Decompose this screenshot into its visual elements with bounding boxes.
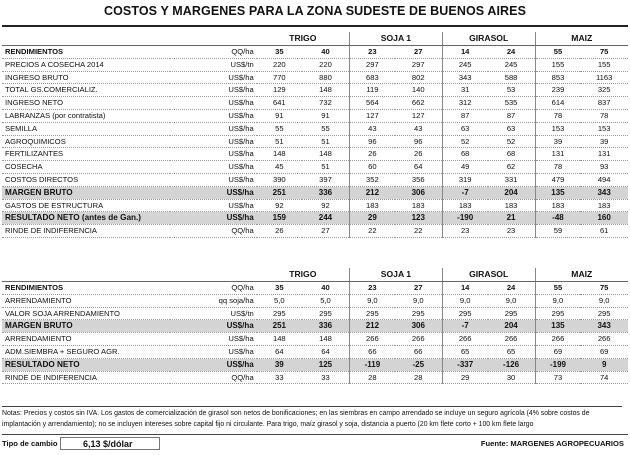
value-cell: 49: [442, 161, 487, 174]
value-cell: 131: [580, 148, 628, 161]
section-header-row: [2, 32, 628, 46]
value-cell: 148: [257, 333, 302, 346]
row-unit: US$/tn: [170, 58, 257, 71]
value-cell: 9,0: [442, 294, 487, 307]
value-cell: 204: [488, 186, 536, 199]
value-cell: 494: [580, 173, 628, 186]
table-row: [2, 148, 628, 161]
value-cell: 662: [395, 97, 443, 110]
row-label: MARGEN BRUTO: [2, 186, 170, 199]
value-cell: 295: [580, 307, 628, 320]
value-cell: 92: [302, 199, 350, 212]
value-cell: 68: [488, 148, 536, 161]
value-cell: 297: [395, 58, 443, 71]
crop-header-soja: SOJA 1: [349, 268, 442, 282]
table-row: [2, 84, 628, 97]
row-unit: US$/ha: [170, 84, 257, 97]
table-row: [2, 186, 628, 199]
value-cell: 43: [349, 122, 394, 135]
value-cell: 266: [535, 333, 580, 346]
row-label: VALOR SOJA ARRENDAMIENTO: [2, 307, 170, 320]
row-label: GASTOS DE ESTRUCTURA: [2, 199, 170, 212]
row-label: COSTOS DIRECTOS: [2, 173, 170, 186]
value-cell: 683: [349, 71, 394, 84]
table-campo-arrendado: [2, 268, 628, 384]
value-cell: 74: [580, 371, 628, 384]
value-cell: 65: [488, 345, 536, 358]
row-unit: US$/ha: [170, 333, 257, 346]
value-cell: 479: [535, 173, 580, 186]
value-cell: 51: [302, 161, 350, 174]
value-cell: -7: [442, 186, 487, 199]
value-cell: 837: [580, 97, 628, 110]
row-unit: US$/ha: [170, 320, 257, 333]
value-cell: 220: [257, 58, 302, 71]
value-cell: 297: [349, 58, 394, 71]
value-cell: 92: [257, 199, 302, 212]
value-cell: 31: [442, 84, 487, 97]
row-unit: US$/ha: [170, 186, 257, 199]
value-cell: 140: [395, 84, 443, 97]
value-cell: 135: [535, 186, 580, 199]
value-cell: 239: [535, 84, 580, 97]
value-cell: 78: [535, 109, 580, 122]
row-unit: US$/ha: [170, 212, 257, 225]
table-row: [2, 71, 628, 84]
table-row: [2, 358, 628, 371]
value-cell: 343: [580, 320, 628, 333]
value-cell: 159: [257, 212, 302, 225]
value-cell: -48: [535, 212, 580, 225]
row-unit: US$/ha: [170, 109, 257, 122]
value-cell: 732: [302, 97, 350, 110]
crop-header-girasol: GIRASOL: [442, 268, 535, 282]
value-cell: 63: [488, 122, 536, 135]
value-cell: 295: [257, 307, 302, 320]
value-cell: 55: [535, 282, 580, 295]
table-row: [2, 294, 628, 307]
value-cell: 331: [488, 173, 536, 186]
value-cell: 641: [257, 97, 302, 110]
value-cell: 27: [395, 46, 443, 59]
crop-header-trigo: TRIGO: [257, 32, 350, 46]
value-cell: 220: [302, 58, 350, 71]
section-body: [2, 46, 628, 238]
table-row: [2, 371, 628, 384]
value-cell: 60: [349, 161, 394, 174]
value-cell: 319: [442, 173, 487, 186]
value-cell: 119: [349, 84, 394, 97]
section-title: EN CAMPO ARRENDADO: [2, 268, 257, 282]
row-unit: US$/ha: [170, 71, 257, 84]
value-cell: 27: [395, 282, 443, 295]
value-cell: 155: [535, 58, 580, 71]
row-unit: US$/ha: [170, 122, 257, 135]
table-row: [2, 212, 628, 225]
value-cell: 51: [257, 135, 302, 148]
table-row: [2, 122, 628, 135]
value-cell: 39: [580, 135, 628, 148]
crop-header-maiz: MAIZ: [535, 32, 628, 46]
value-cell: 266: [395, 333, 443, 346]
value-cell: 23: [442, 225, 487, 238]
value-cell: 64: [395, 161, 443, 174]
value-cell: 244: [302, 212, 350, 225]
row-label: ADM.SIEMBRA + SEGURO AGR.: [2, 345, 170, 358]
value-cell: 295: [535, 307, 580, 320]
row-unit: US$/ha: [170, 358, 257, 371]
value-cell: 212: [349, 186, 394, 199]
value-cell: 325: [580, 84, 628, 97]
value-cell: 155: [580, 58, 628, 71]
value-cell: 61: [580, 225, 628, 238]
row-unit: QQ/ha: [170, 282, 257, 295]
row-label: FERTILIZANTES: [2, 148, 170, 161]
value-cell: 153: [535, 122, 580, 135]
value-cell: 5,0: [302, 294, 350, 307]
value-cell: 266: [442, 333, 487, 346]
value-cell: 22: [349, 225, 394, 238]
value-cell: 183: [488, 199, 536, 212]
row-label: INGRESO NETO: [2, 97, 170, 110]
value-cell: 33: [257, 371, 302, 384]
value-cell: 14: [442, 46, 487, 59]
value-cell: 312: [442, 97, 487, 110]
section-header-row: [2, 268, 628, 282]
value-cell: 588: [488, 71, 536, 84]
value-cell: 40: [302, 282, 350, 295]
value-cell: 39: [257, 358, 302, 371]
row-unit: US$/ha: [170, 97, 257, 110]
row-label: RENDIMIENTOS: [2, 46, 170, 59]
value-cell: 64: [257, 345, 302, 358]
row-unit: QQ/ha: [170, 225, 257, 238]
value-cell: 35: [257, 282, 302, 295]
value-cell: 52: [488, 135, 536, 148]
value-cell: 35: [257, 46, 302, 59]
value-cell: 69: [580, 345, 628, 358]
value-cell: 45: [257, 161, 302, 174]
value-cell: 9,0: [488, 294, 536, 307]
value-cell: 26: [349, 148, 394, 161]
row-unit: US$/ha: [170, 161, 257, 174]
value-cell: 183: [349, 199, 394, 212]
value-cell: 93: [580, 161, 628, 174]
value-cell: 29: [349, 212, 394, 225]
value-cell: 160: [580, 212, 628, 225]
value-cell: -337: [442, 358, 487, 371]
value-cell: 614: [535, 97, 580, 110]
table-row: [2, 58, 628, 71]
row-unit: QQ/ha: [170, 371, 257, 384]
table-row: [2, 345, 628, 358]
footer-divider: [2, 434, 628, 435]
value-cell: -119: [349, 358, 394, 371]
value-cell: 125: [302, 358, 350, 371]
table-row: [2, 173, 628, 186]
value-cell: 68: [442, 148, 487, 161]
row-label: COSECHA: [2, 161, 170, 174]
value-cell: 66: [349, 345, 394, 358]
value-cell: 135: [535, 320, 580, 333]
exchange-rate-label: Tipo de cambio: [2, 439, 58, 448]
table-row: [2, 307, 628, 320]
row-label: SEMILLA: [2, 122, 170, 135]
source-credit: Fuente: MARGENES AGROPECUARIOS: [480, 439, 624, 448]
value-cell: 33: [302, 371, 350, 384]
value-cell: 306: [395, 186, 443, 199]
value-cell: 23: [349, 46, 394, 59]
value-cell: 9: [580, 358, 628, 371]
table-row: [2, 282, 628, 295]
row-label: TOTAL GS.COMERCIALIZ.: [2, 84, 170, 97]
value-cell: 22: [395, 225, 443, 238]
table-row: [2, 199, 628, 212]
value-cell: 212: [349, 320, 394, 333]
section-body: [2, 282, 628, 384]
value-cell: 55: [302, 122, 350, 135]
value-cell: -190: [442, 212, 487, 225]
value-cell: 28: [395, 371, 443, 384]
value-cell: 251: [257, 320, 302, 333]
value-cell: 9,0: [349, 294, 394, 307]
value-cell: 51: [302, 135, 350, 148]
row-unit: US$/tn: [170, 307, 257, 320]
value-cell: 564: [349, 97, 394, 110]
value-cell: 266: [488, 333, 536, 346]
value-cell: 62: [488, 161, 536, 174]
value-cell: 66: [395, 345, 443, 358]
table-row: [2, 320, 628, 333]
row-unit: QQ/ha: [170, 46, 257, 59]
value-cell: 96: [349, 135, 394, 148]
crop-header-maiz: MAIZ: [535, 268, 628, 282]
value-cell: 87: [442, 109, 487, 122]
table-row: [2, 46, 628, 59]
value-cell: 9,0: [395, 294, 443, 307]
value-cell: 24: [488, 282, 536, 295]
value-cell: 336: [302, 186, 350, 199]
row-label: RINDE DE INDIFERENCIA: [2, 225, 170, 238]
value-cell: 245: [442, 58, 487, 71]
value-cell: 30: [488, 371, 536, 384]
row-label: RENDIMIENTOS: [2, 282, 170, 295]
value-cell: 266: [580, 333, 628, 346]
value-cell: 78: [535, 161, 580, 174]
value-cell: 204: [488, 320, 536, 333]
notes: Notas: Precios y costos sin IVA. Los gastos de comercialización de girasol son netos de bonificaciones; en las siembras en campo arrendado se incluye un seguro agrícola (4% sobre costos de implantación y arrendamiento); no se incluyen intereses sobre capital fijo ni circulante. Para trigo, maíz girasol y soja, distancia a puerto (20 km flete corto + 100 km flete largo: [2, 406, 622, 430]
value-cell: 96: [395, 135, 443, 148]
value-cell: 295: [302, 307, 350, 320]
row-unit: US$/ha: [170, 199, 257, 212]
value-cell: 295: [349, 307, 394, 320]
exchange-rate-value: 6,13 $/dólar: [60, 437, 160, 450]
value-cell: 23: [349, 282, 394, 295]
value-cell: 183: [535, 199, 580, 212]
value-cell: 53: [488, 84, 536, 97]
value-cell: 802: [395, 71, 443, 84]
value-cell: 23: [488, 225, 536, 238]
value-cell: 75: [580, 46, 628, 59]
value-cell: 127: [395, 109, 443, 122]
row-label: RESULTADO NETO (antes de Gan.): [2, 212, 170, 225]
value-cell: -7: [442, 320, 487, 333]
footer: [2, 436, 628, 453]
value-cell: 9,0: [580, 294, 628, 307]
value-cell: 26: [257, 225, 302, 238]
value-cell: 245: [488, 58, 536, 71]
value-cell: 148: [302, 333, 350, 346]
value-cell: 148: [302, 148, 350, 161]
value-cell: 87: [488, 109, 536, 122]
value-cell: 770: [257, 71, 302, 84]
value-cell: 295: [488, 307, 536, 320]
value-cell: 91: [257, 109, 302, 122]
title-divider: [2, 25, 628, 27]
value-cell: 390: [257, 173, 302, 186]
value-cell: 39: [535, 135, 580, 148]
value-cell: 24: [488, 46, 536, 59]
value-cell: 266: [349, 333, 394, 346]
value-cell: 1163: [580, 71, 628, 84]
table-row: [2, 109, 628, 122]
value-cell: 27: [302, 225, 350, 238]
value-cell: -25: [395, 358, 443, 371]
value-cell: 75: [580, 282, 628, 295]
value-cell: 306: [395, 320, 443, 333]
value-cell: 356: [395, 173, 443, 186]
value-cell: 21: [488, 212, 536, 225]
row-label: AGROQUIMICOS: [2, 135, 170, 148]
value-cell: 183: [442, 199, 487, 212]
value-cell: 78: [580, 109, 628, 122]
value-cell: 295: [395, 307, 443, 320]
value-cell: 131: [535, 148, 580, 161]
value-cell: 127: [349, 109, 394, 122]
table-row: [2, 333, 628, 346]
row-unit: US$/ha: [170, 135, 257, 148]
table-row: [2, 225, 628, 238]
value-cell: 26: [395, 148, 443, 161]
value-cell: 183: [395, 199, 443, 212]
value-cell: 28: [349, 371, 394, 384]
value-cell: 352: [349, 173, 394, 186]
value-cell: 148: [257, 148, 302, 161]
row-label: INGRESO BRUTO: [2, 71, 170, 84]
value-cell: 153: [580, 122, 628, 135]
row-label: RINDE DE INDIFERENCIA: [2, 371, 170, 384]
value-cell: 55: [535, 46, 580, 59]
value-cell: 65: [442, 345, 487, 358]
row-label: ARRENDAMIENTO: [2, 294, 170, 307]
value-cell: 52: [442, 135, 487, 148]
value-cell: 29: [442, 371, 487, 384]
value-cell: 91: [302, 109, 350, 122]
crop-header-girasol: GIRASOL: [442, 32, 535, 46]
value-cell: 69: [535, 345, 580, 358]
value-cell: 880: [302, 71, 350, 84]
value-cell: 123: [395, 212, 443, 225]
row-unit: US$/ha: [170, 345, 257, 358]
value-cell: 336: [302, 320, 350, 333]
page-title: COSTOS Y MARGENES PARA LA ZONA SUDESTE DE BUENOS AIRES: [103, 4, 527, 18]
value-cell: 55: [257, 122, 302, 135]
value-cell: 40: [302, 46, 350, 59]
row-unit: US$/ha: [170, 173, 257, 186]
value-cell: 59: [535, 225, 580, 238]
table-row: [2, 135, 628, 148]
row-unit: qq soja/ha: [170, 294, 257, 307]
row-unit: US$/ha: [170, 148, 257, 161]
value-cell: 5,0: [257, 294, 302, 307]
value-cell: -126: [488, 358, 536, 371]
value-cell: 148: [302, 84, 350, 97]
row-label: RESULTADO NETO: [2, 358, 170, 371]
value-cell: 183: [580, 199, 628, 212]
table-row: [2, 161, 628, 174]
value-cell: -199: [535, 358, 580, 371]
value-cell: 63: [442, 122, 487, 135]
section-title: POR ADMINISTRACIÓN: [2, 32, 257, 46]
value-cell: 73: [535, 371, 580, 384]
value-cell: 129: [257, 84, 302, 97]
crop-header-trigo: TRIGO: [257, 268, 350, 282]
row-label: ARRENDAMIENTO: [2, 333, 170, 346]
value-cell: 535: [488, 97, 536, 110]
table-por-administracion: [2, 32, 628, 238]
value-cell: 397: [302, 173, 350, 186]
value-cell: 43: [395, 122, 443, 135]
table-row: [2, 97, 628, 110]
row-label: MARGEN BRUTO: [2, 320, 170, 333]
value-cell: 343: [580, 186, 628, 199]
value-cell: 251: [257, 186, 302, 199]
value-cell: 343: [442, 71, 487, 84]
value-cell: 9,0: [535, 294, 580, 307]
value-cell: 14: [442, 282, 487, 295]
value-cell: 295: [442, 307, 487, 320]
value-cell: 853: [535, 71, 580, 84]
row-label: LABRANZAS (por contratista): [2, 109, 170, 122]
row-label: PRECIOS A COSECHA 2014: [2, 58, 170, 71]
crop-header-soja: SOJA 1: [349, 32, 442, 46]
value-cell: 64: [302, 345, 350, 358]
